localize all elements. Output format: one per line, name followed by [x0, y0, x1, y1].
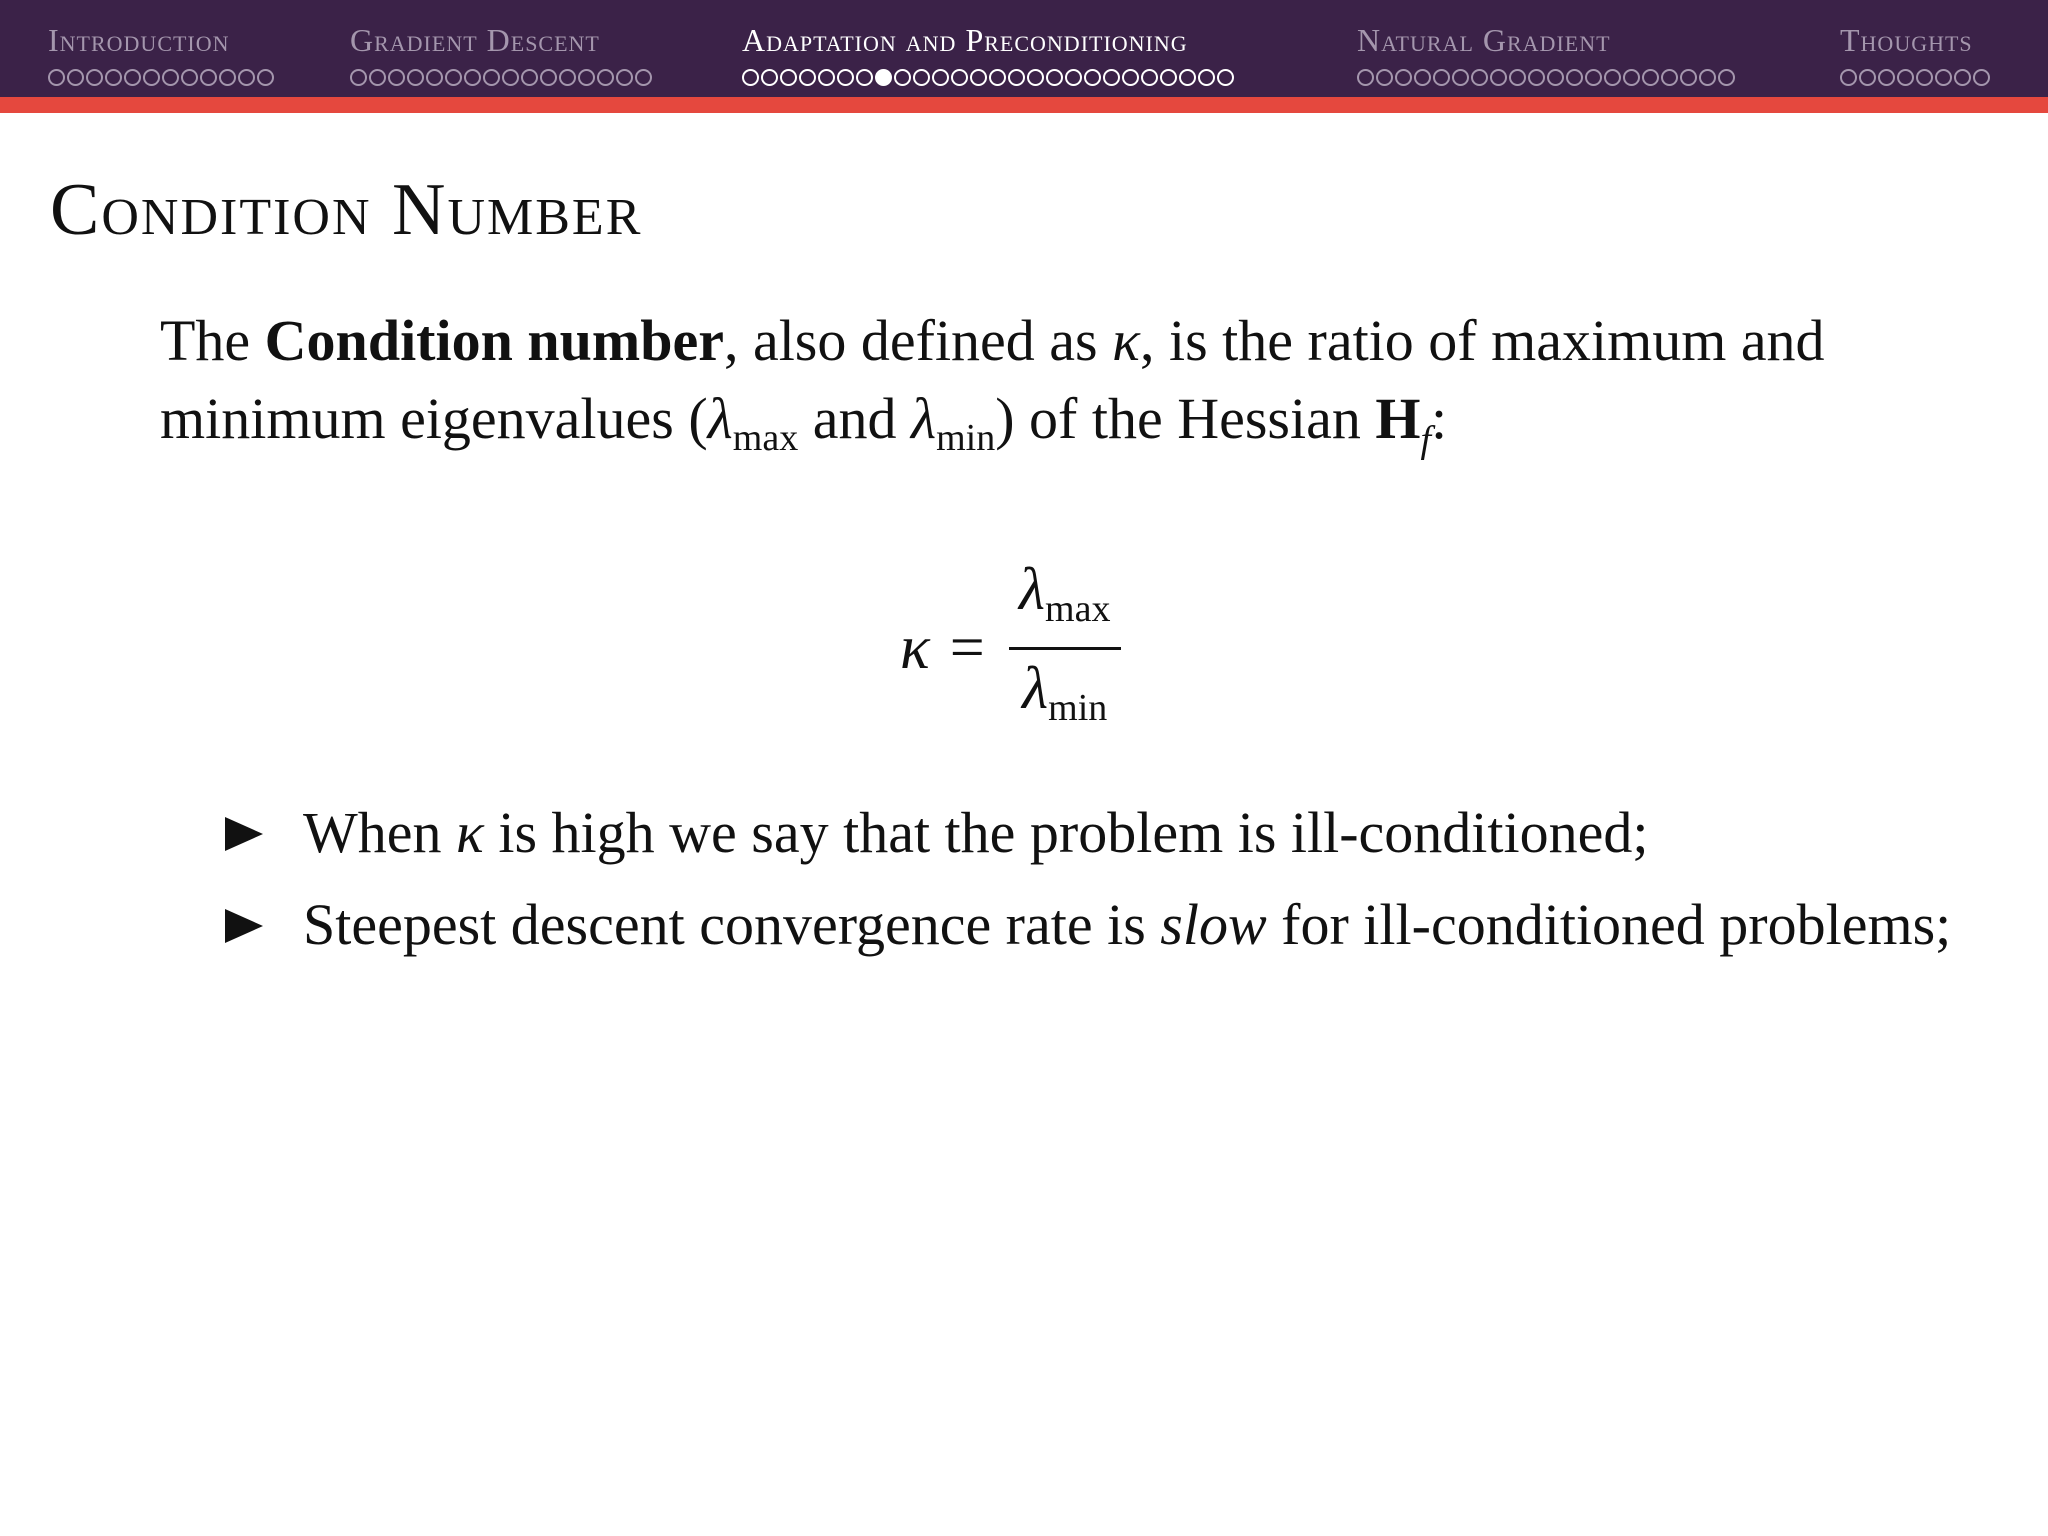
slide-dot[interactable] — [124, 69, 141, 86]
slide-dot[interactable] — [1141, 69, 1158, 86]
nav-section-adaptation-preconditioning[interactable] — [742, 18, 1236, 88]
text: for ill-conditioned problems; — [1266, 891, 1952, 957]
slide-dot[interactable] — [86, 69, 103, 86]
slide-dot[interactable] — [856, 69, 873, 86]
slide-dot[interactable] — [1585, 69, 1602, 86]
slide-dot[interactable] — [780, 69, 797, 86]
subscript-min: min — [936, 417, 996, 459]
slide-dot[interactable] — [369, 69, 386, 86]
slide-dot[interactable] — [951, 69, 968, 86]
slide-dot[interactable] — [1642, 69, 1659, 86]
slide-dot[interactable] — [1471, 69, 1488, 86]
lambda-symbol: λ — [1022, 654, 1049, 721]
slide-dot[interactable] — [1897, 69, 1914, 86]
slide-dot[interactable] — [388, 69, 405, 86]
slide-dot[interactable] — [635, 69, 652, 86]
slide-dot[interactable] — [837, 69, 854, 86]
bold-term: Condition number — [264, 308, 724, 373]
list-item — [225, 878, 2025, 970]
kappa-symbol: κ — [900, 613, 930, 682]
slide-dot[interactable] — [1103, 69, 1120, 86]
bullet-text — [303, 891, 1951, 958]
navigation-bar — [0, 0, 2048, 97]
lambda-symbol: λ — [910, 386, 937, 451]
slide-dot[interactable] — [1699, 69, 1716, 86]
nav-section-gradient-descent[interactable] — [350, 18, 654, 88]
accent-bar — [0, 97, 2048, 113]
slide-dot[interactable] — [1623, 69, 1640, 86]
slide-dot[interactable] — [616, 69, 633, 86]
text: , is the ratio of maximum and minimum eigenvalues ( — [160, 308, 1825, 451]
text: When — [303, 799, 456, 865]
slide-dot[interactable] — [1433, 69, 1450, 86]
text: , also defined as — [723, 308, 1113, 373]
text: ) of the Hessian — [995, 386, 1376, 451]
slide-dot[interactable] — [445, 69, 462, 86]
slide-dot[interactable] — [483, 69, 500, 86]
slide-dot[interactable] — [1916, 69, 1933, 86]
nav-section-thoughts[interactable] — [1840, 18, 1992, 88]
slide-dot[interactable] — [502, 69, 519, 86]
slide-dot[interactable] — [1973, 69, 1990, 86]
slide-dot[interactable] — [932, 69, 949, 86]
subscript-min: min — [1048, 686, 1108, 729]
nav-section-title[interactable]: Gradient Descent — [350, 22, 600, 58]
slide-dot[interactable] — [1357, 69, 1374, 86]
slide-dot[interactable] — [1859, 69, 1876, 86]
slide-dot[interactable] — [1547, 69, 1564, 86]
slide-dot[interactable] — [407, 69, 424, 86]
slide-dot[interactable] — [464, 69, 481, 86]
emphasis: slow — [1160, 891, 1267, 957]
hessian-symbol: H — [1375, 386, 1421, 451]
slide-title: Condition Number — [50, 169, 643, 251]
slide-dot[interactable] — [1160, 69, 1177, 86]
nav-section-title[interactable]: Adaptation and Preconditioning — [742, 22, 1188, 58]
slide-dot[interactable] — [894, 69, 911, 86]
slide-dot[interactable] — [219, 69, 236, 86]
slide-dot[interactable] — [426, 69, 443, 86]
fraction — [1009, 551, 1121, 746]
bullet-text — [303, 799, 1649, 866]
slide-dot[interactable] — [559, 69, 576, 86]
slide-dots — [1357, 66, 1737, 88]
lambda-symbol: λ — [707, 386, 733, 451]
nav-section-title[interactable]: Introduction — [48, 22, 230, 58]
slide-dot[interactable] — [761, 69, 778, 86]
equals-sign: = — [949, 613, 985, 682]
slide-dot[interactable] — [1217, 69, 1234, 86]
slide-dot[interactable] — [1680, 69, 1697, 86]
text: Steepest descent convergence rate is — [303, 891, 1161, 957]
slide-dot[interactable] — [1840, 69, 1857, 86]
slide-dot[interactable] — [1046, 69, 1063, 86]
slide-dot[interactable] — [1878, 69, 1895, 86]
slide-dot[interactable] — [989, 69, 1006, 86]
slide-dot[interactable] — [1954, 69, 1971, 86]
kappa-symbol: κ — [1112, 308, 1140, 373]
slide-dot[interactable] — [1179, 69, 1196, 86]
slide-dot[interactable] — [350, 69, 367, 86]
slide-dot[interactable] — [818, 69, 835, 86]
slide-dot[interactable] — [742, 69, 759, 86]
kappa-symbol: κ — [456, 799, 484, 865]
slide-dot[interactable] — [597, 69, 614, 86]
triangle-bullet-icon — [225, 909, 263, 943]
slide-dot[interactable] — [105, 69, 122, 86]
bullet-list — [225, 786, 2025, 970]
subscript-f: f — [1420, 419, 1432, 461]
slide-dot[interactable] — [1566, 69, 1583, 86]
slide-dot[interactable] — [1084, 69, 1101, 86]
slide-dot[interactable] — [1718, 69, 1735, 86]
slide-dot[interactable] — [1198, 69, 1215, 86]
list-item — [225, 786, 2025, 878]
slide-dot[interactable] — [200, 69, 217, 86]
slide-dot[interactable] — [238, 69, 255, 86]
slide-dot[interactable] — [1008, 69, 1025, 86]
slide-dot[interactable] — [540, 69, 557, 86]
condition-number-equation — [900, 555, 1121, 729]
text: is high we say that the problem is ill-conditioned; — [483, 799, 1649, 865]
slide-dot[interactable] — [1509, 69, 1526, 86]
nav-section-introduction[interactable] — [48, 18, 276, 88]
slide-dots — [350, 66, 654, 88]
slide-dot[interactable] — [1935, 69, 1952, 86]
slide-dot[interactable] — [913, 69, 930, 86]
slide-dot[interactable] — [521, 69, 538, 86]
slide-dot[interactable] — [1065, 69, 1082, 86]
text: and — [798, 386, 911, 451]
numerator — [1013, 551, 1116, 647]
nav-section-title[interactable]: Thoughts — [1840, 22, 1973, 58]
nav-section-natural-gradient[interactable] — [1357, 18, 1737, 88]
slide-dot[interactable] — [799, 69, 816, 86]
slide-dot[interactable] — [1414, 69, 1431, 86]
slide-dot[interactable] — [1490, 69, 1507, 86]
triangle-bullet-icon — [225, 817, 263, 851]
slide-dot[interactable] — [1376, 69, 1393, 86]
slide-dot[interactable] — [1661, 69, 1678, 86]
lambda-symbol: λ — [1019, 555, 1046, 622]
slide-dot[interactable] — [1452, 69, 1469, 86]
slide-dot[interactable] — [1122, 69, 1139, 86]
subscript-max: max — [1045, 587, 1111, 630]
slide-dot[interactable] — [162, 69, 179, 86]
text: : — [1431, 386, 1448, 451]
slide-dot[interactable] — [48, 69, 65, 86]
slide-dot[interactable] — [1604, 69, 1621, 86]
slide-dot[interactable] — [1027, 69, 1044, 86]
slide-dot[interactable] — [578, 69, 595, 86]
slide-dot-current[interactable] — [875, 69, 892, 86]
slide-dot[interactable] — [1395, 69, 1412, 86]
nav-section-title[interactable]: Natural Gradient — [1357, 22, 1611, 58]
text: The — [160, 308, 265, 373]
slide-dot[interactable] — [143, 69, 160, 86]
denominator — [1016, 650, 1113, 746]
slide-dots — [742, 66, 1236, 88]
slide-dots — [1840, 66, 1992, 88]
slide-dot[interactable] — [67, 69, 84, 86]
slide-dots — [48, 66, 276, 88]
definition-paragraph — [160, 302, 1880, 479]
slide-dot[interactable] — [257, 69, 274, 86]
slide-dot[interactable] — [970, 69, 987, 86]
slide-dot[interactable] — [181, 69, 198, 86]
subscript-max: max — [732, 417, 799, 459]
slide-dot[interactable] — [1528, 69, 1545, 86]
